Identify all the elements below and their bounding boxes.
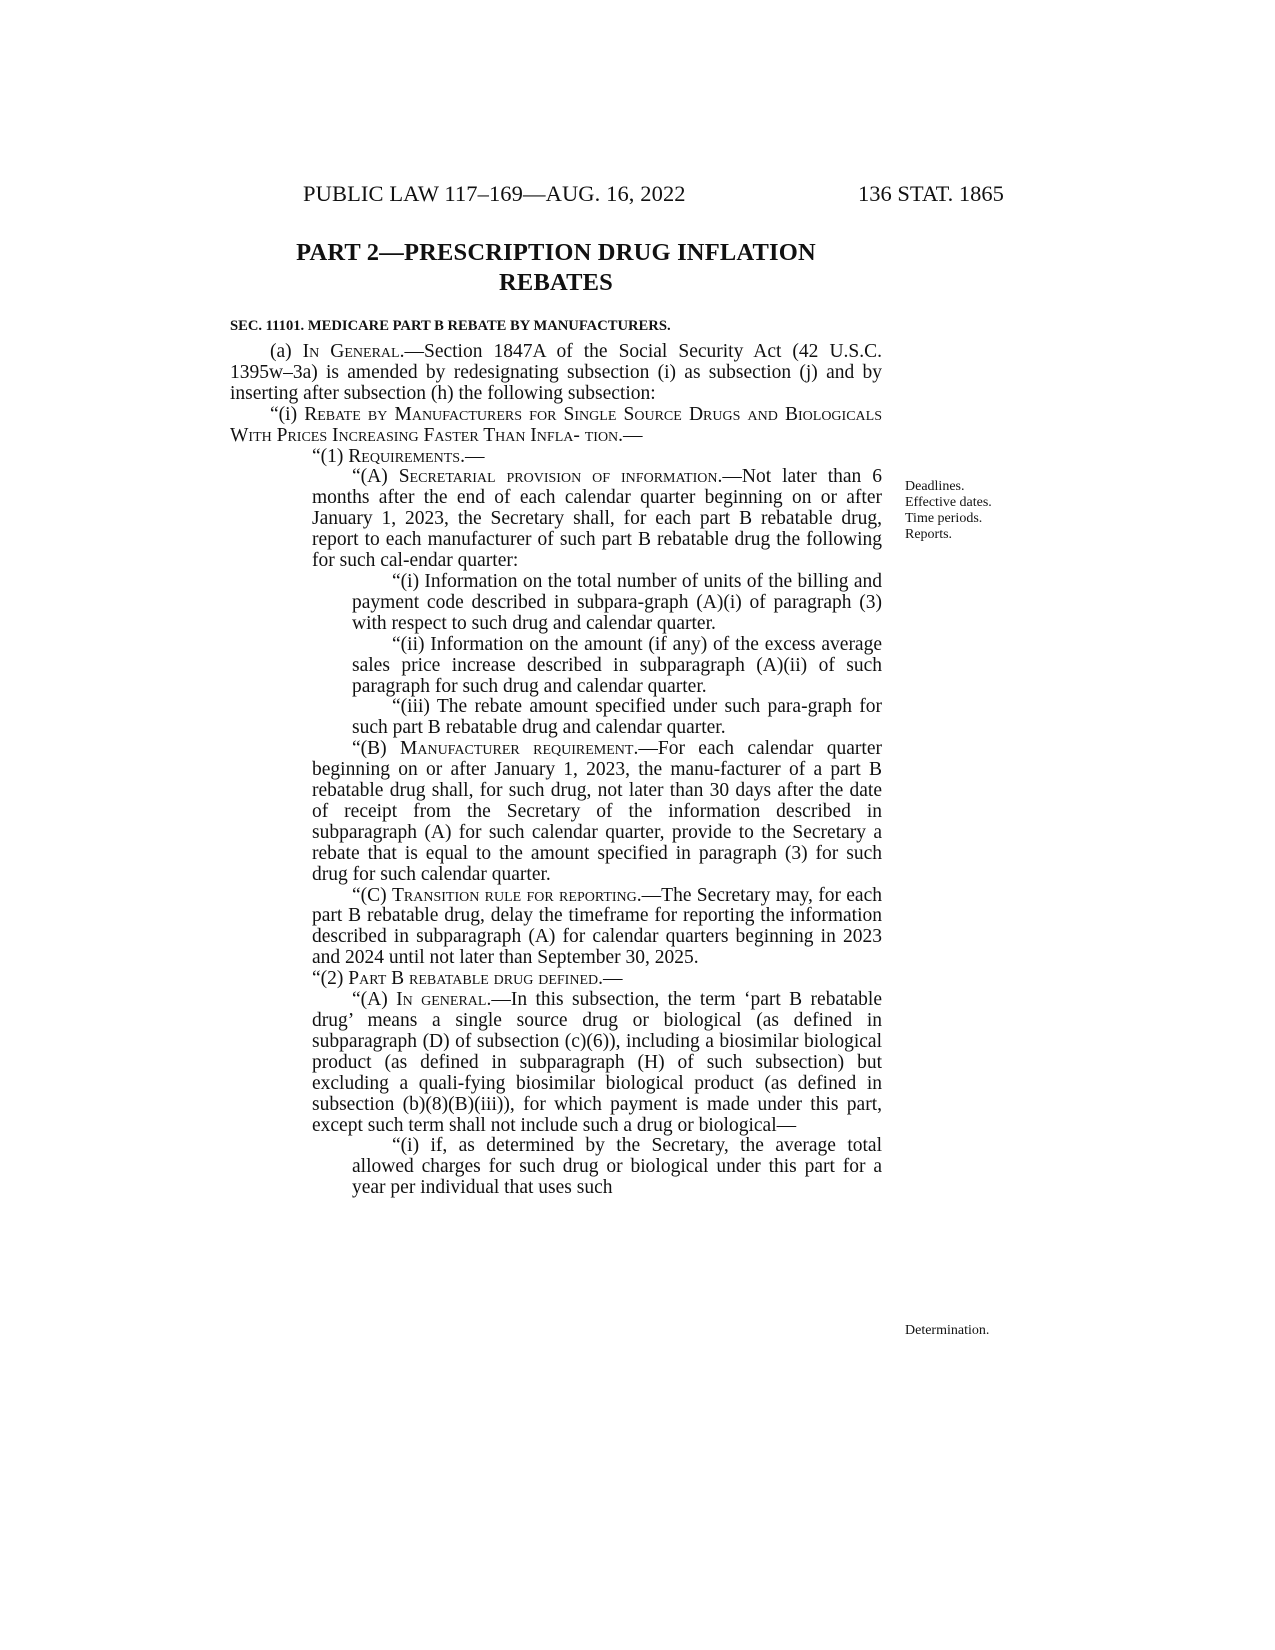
clause-2Ai: “(i) if, as determined by the Secretary, the average total allowed charges for such drug or biological under this part for a year per individual that uses such — [352, 1135, 882, 1199]
subparagraph-1B — [230, 739, 882, 885]
clause-1Aiii: “(iii) The rebate amount specified under such para-graph for such part B rebatable drug and calendar quarter. — [352, 696, 882, 739]
paragraph-2-marker: “(2) — [312, 968, 349, 990]
side-note-deadlines — [905, 479, 992, 543]
paragraph-2-dash: .— — [598, 968, 623, 990]
subparagraph-1C-heading: Transition rule for reporting — [391, 884, 637, 906]
side-note-line: Effective dates. — [905, 495, 992, 510]
subsection-a — [230, 342, 882, 405]
subparagraph-2A-text: .—In this subsection, the term ‘part B rebatable drug’ means a single source drug or biological (as defined in subparagraph (D) of subsection (c)(6)), including a biosimilar biological product (as defined in subparagraph (H) of such subsection) but excluding a quali-fying biosimilar biological product (as defined in subsection (b)(8)(B)(iii)), for which payment is made under this part, except such term shall not include such a drug or biological— — [312, 989, 882, 1136]
page-header — [0, 181, 1275, 211]
subparagraph-1B-heading: Manufacturer requirement — [400, 738, 634, 760]
subsection-i-dash: .— — [618, 424, 643, 446]
running-head: PUBLIC LAW 117–169—AUG. 16, 2022 — [303, 181, 686, 206]
side-note-determination: Determination. — [905, 1323, 990, 1338]
subsection-a-heading: In General — [302, 341, 400, 362]
subparagraph-1C-marker: “(C) — [352, 884, 392, 906]
subparagraph-1A — [230, 467, 882, 572]
subsection-a-marker: (a) — [270, 341, 303, 362]
part-title-line-1: PART 2—PRESCRIPTION DRUG INFLATION — [296, 239, 816, 266]
section-heading: SEC. 11101. MEDICARE PART B REBATE BY MANUFACTURERS. — [230, 318, 671, 334]
side-note-line: Time periods. — [905, 511, 983, 526]
statute-text — [230, 342, 882, 1199]
side-note-line: Deadlines. — [905, 479, 965, 494]
side-note-line: Reports. — [905, 527, 953, 542]
subparagraph-1B-marker: “(B) — [352, 738, 401, 760]
subparagraph-1C-text: .—The Secretary may, for each part B rebatable drug, delay the timeframe for reporting the information described in subparagraph (A) for calendar quarters beginning in 2023 and 2024 until not later than September 30, 2025. — [312, 884, 882, 969]
paragraph-1-heading — [230, 447, 882, 468]
paragraph-1-dash: .— — [460, 445, 485, 467]
paragraph-2-heading — [230, 969, 882, 990]
subparagraph-2A — [230, 990, 882, 1136]
subparagraph-2A-heading: In general — [396, 989, 487, 1011]
subparagraph-1A-text: .—Not later than 6 months after the end of each calendar quarter beginning on or after January 1, 2023, the Secretary shall, for each part B rebatable drug, report to each manufacturer of such part B rebatable drug the following for such cal-endar quarter: — [312, 466, 882, 572]
clause-1Ai: “(i) Information on the total number of units of the billing and payment code described in subpara-graph (A)(i) of paragraph (3) with respect to such drug and calendar quarter. — [352, 570, 882, 634]
clause-1Aii: “(ii) Information on the amount (if any) of the excess average sales price increase described in subparagraph (A)(ii) of such paragraph for such drug and calendar quarter. — [352, 633, 882, 697]
part-title — [230, 238, 882, 298]
stat-page-number: 136 STAT. 1865 — [858, 181, 1004, 206]
subparagraph-1C — [230, 886, 882, 970]
subsection-i-heading-end: tion — [584, 424, 619, 446]
paragraph-1-marker: “(1) — [312, 445, 349, 467]
subsection-i — [230, 405, 882, 447]
subparagraph-2A-marker: “(A) — [352, 989, 397, 1011]
paragraph-1-title: Requirements — [348, 445, 461, 467]
subparagraph-1B-text: .—For each calendar quarter beginning on or after January 1, 2023, the manu-facturer of a part B rebatable drug shall, for such drug, not later than 30 days after the date of receipt from the Secretary of the information described in subparagraph (A) for such calendar quarter, provide to the Secretary a rebate that is equal to the amount specified in paragraph (3) for such drug for such calendar quarter. — [312, 738, 882, 885]
part-title-line-2: REBATES — [499, 269, 613, 296]
subsection-i-marker: “(i) — [270, 403, 305, 425]
subparagraph-1A-heading: Secretarial provision of information — [398, 466, 718, 488]
subparagraph-1A-marker: “(A) — [352, 466, 399, 488]
subsection-i-heading: Rebate by Manufacturers for Single Source Drugs and Biologicals With Prices Increasing Faster Than Infla- — [230, 403, 882, 446]
paragraph-2-title: Part B rebatable drug defined — [348, 968, 599, 990]
subsection-a-text: .—Section 1847A of the Social Security Act (42 U.S.C. 1395w–3a) is amended by redesignating subsection (i) as subsection (j) and by inserting after subsection (h) the following subsection: — [230, 341, 883, 404]
